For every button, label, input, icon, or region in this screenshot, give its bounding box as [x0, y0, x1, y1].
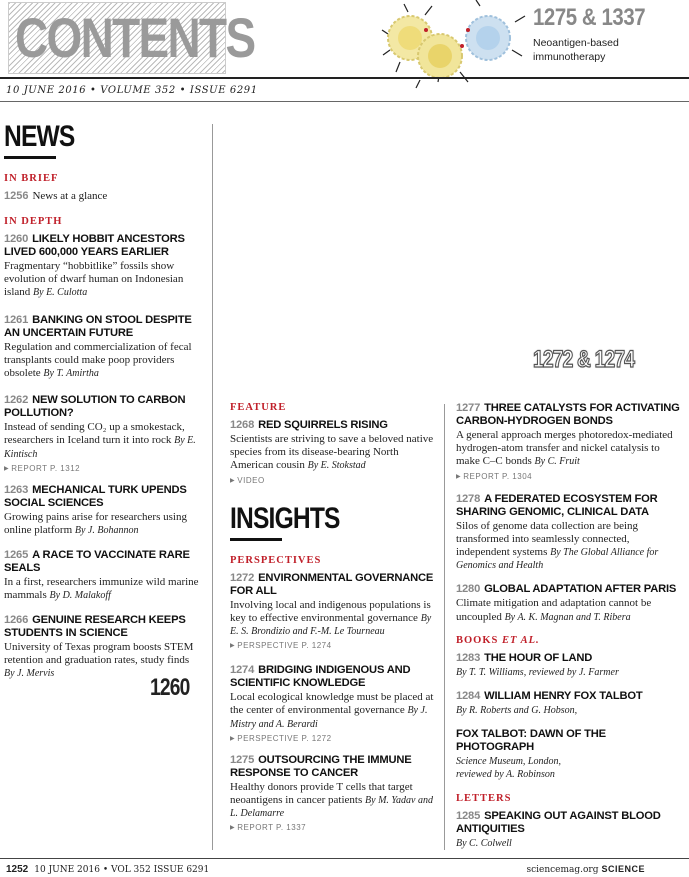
article-item[interactable]	[4, 549, 200, 602]
article-item[interactable]	[4, 614, 200, 681]
article-title: BRIDGING INDIGENOUS AND SCIENTIFIC KNOWLEDGE	[230, 664, 411, 690]
page-number: 1265	[4, 549, 29, 562]
page-number: 1263	[4, 483, 29, 496]
page-number: 1275	[230, 753, 255, 766]
folio-page-number: 1252	[6, 864, 29, 875]
article-title: GENUINE RESEARCH KEEPS STUDENTS IN SCIENCE	[4, 613, 186, 639]
book-byline: By R. Roberts and G. Hobson,	[456, 705, 578, 717]
article-item[interactable]	[230, 419, 435, 485]
book-title: THE HOUR OF LAND	[484, 651, 593, 664]
masthead-rule	[0, 77, 689, 79]
contents-title: CONTENTS	[15, 6, 255, 69]
video-link[interactable]: ▶ VIDEO	[230, 476, 435, 485]
article-byline: By E. Culotta	[33, 287, 88, 299]
book-item[interactable]	[456, 690, 681, 717]
page-number: 1285	[456, 809, 481, 822]
perspectives-label: PERSPECTIVES	[230, 554, 322, 566]
article-summary: Instead of sending CO₂ up a smokestack, researchers in Iceland turn it into rock	[4, 421, 185, 447]
article-summary: Climate mitigation and adaptation cannot be uncoupled	[456, 597, 652, 623]
article-summary: Fragmentary “hobbitlike” fossils show evolution of dwarf human on Indonesian island	[4, 260, 184, 299]
article-byline: By J. Mistry and A. Berardi	[230, 705, 428, 730]
article-byline: By E. S. Brondizio and F.-M. Le Tourneau	[230, 612, 432, 638]
page-number: 1260	[4, 233, 29, 245]
cross-reference-link[interactable]: ▶ PERSPECTIVE P. 1274	[230, 641, 435, 650]
photo-page-marker: 1260	[150, 674, 190, 701]
footer-left	[6, 864, 209, 875]
article-title: A RACE TO VACCINATE RARE SEALS	[4, 549, 190, 575]
insights-heading: INSIGHTS	[230, 501, 340, 535]
book-item[interactable]	[456, 728, 681, 781]
article-byline: By E. Stokstad	[307, 460, 366, 472]
column-divider	[212, 124, 213, 850]
cross-reference-link[interactable]: ▶ PERSPECTIVE P. 1272	[230, 734, 435, 743]
article-byline: By T. Amirtha	[43, 368, 99, 380]
cover-desc-line: immunotherapy	[533, 51, 606, 63]
article-summary: University of Texas program boosts STEM retention and graduation rates, study finds	[4, 640, 194, 666]
feature-label: FEATURE	[230, 402, 287, 413]
article-title: THREE CATALYSTS FOR ACTIVATING CARBON-HYDROGEN BONDS	[456, 402, 680, 427]
book-title: WILLIAM HENRY FOX TALBOT	[484, 690, 643, 703]
article-title: GLOBAL ADAPTATION AFTER PARIS	[484, 583, 677, 596]
article-title: A FEDERATED ECOSYSTEM FOR SHARING GENOMIC, CLINICAL DATA	[456, 492, 658, 518]
letters-label: LETTERS	[456, 792, 512, 804]
contents-title-block	[8, 2, 255, 74]
footer-site-link[interactable]: sciencemag.org	[526, 865, 599, 875]
issue-date-line: 10 JUNE 2016 • VOLUME 352 • ISSUE 6291	[6, 85, 258, 96]
column-divider	[444, 404, 445, 850]
book-byline: Science Museum, London, reviewed by A. Robinson	[456, 756, 561, 781]
article-item[interactable]	[230, 664, 435, 743]
article-summary: Healthy donors provide T cells that target neoantigens in cancer patients	[230, 780, 413, 807]
news-heading-rule	[4, 156, 56, 159]
article-summary: In a first, researchers immunize wild marine mammals	[4, 576, 199, 602]
article-title: ENVIRONMENTAL GOVERNANCE FOR ALL	[230, 571, 434, 597]
books-label	[456, 635, 681, 646]
article-item[interactable]	[4, 233, 200, 300]
books-label-text: BOOKS	[456, 634, 499, 646]
page-number: 1278	[456, 492, 481, 505]
article-summary: Silos of genome data collection are being transformed into seamlessly connected, independent systems	[456, 519, 639, 559]
in-brief-item[interactable]	[4, 190, 200, 202]
page-number: 1280	[456, 583, 481, 596]
insights-heading-rule	[230, 538, 282, 541]
page-number: 1277	[456, 402, 481, 414]
page-number: 1266	[4, 613, 29, 626]
cross-reference-link[interactable]: ▶ REPORT P. 1304	[456, 472, 681, 481]
article-byline: By C. Fruit	[534, 456, 580, 468]
footer-rule	[0, 858, 689, 859]
news-heading: NEWS	[4, 120, 75, 153]
footer-issue-info: 10 JUNE 2016 • VOL 352 ISSUE 6291	[34, 865, 210, 875]
article-summary: Regulation and commercialization of fecal transplants could make poop providers obsolete	[4, 340, 192, 380]
book-title: FOX TALBOT: DAWN OF THE PHOTOGRAPH	[456, 728, 606, 754]
masthead	[0, 0, 689, 82]
page-number: 1272	[230, 571, 255, 584]
footer-brand: SCIENCE	[601, 864, 645, 874]
article-title: OUTSOURCING THE IMMUNE RESPONSE TO CANCER	[230, 753, 412, 779]
article-byline: By J. Mervis	[4, 668, 55, 680]
letter-item[interactable]	[456, 810, 681, 850]
cross-reference-link[interactable]: ▶ REPORT P. 1337	[230, 823, 435, 832]
article-summary: A general approach merges photoredox-mediated hydrogen-atom transfer and nickel catalysis to make C–C bonds	[456, 429, 673, 468]
news-column	[4, 120, 200, 691]
page-number: 1261	[4, 313, 29, 326]
article-item[interactable]	[4, 394, 200, 473]
letter-byline: By C. Colwell	[456, 837, 512, 849]
page-number: 1262	[4, 394, 29, 407]
photo-page-marker: 1272 & 1274	[533, 346, 635, 373]
brief-text: News at a glance	[32, 190, 108, 202]
cover-pages: 1275 & 1337	[533, 4, 646, 31]
book-item[interactable]	[456, 652, 681, 679]
article-summary: Involving local and indigenous populations is key to effective environmental governance	[230, 598, 431, 624]
date-rule	[0, 101, 689, 102]
books-label-italic: ET AL.	[501, 634, 540, 646]
in-depth-label: IN DEPTH	[4, 216, 63, 227]
page-number: 1284	[456, 690, 481, 703]
article-item[interactable]	[230, 572, 435, 651]
article-item[interactable]	[456, 402, 681, 481]
cover-desc-line: Neoantigen-based	[533, 37, 619, 49]
article-byline: By A. K. Magnan and T. Ribera	[504, 611, 631, 623]
in-brief-label: IN BRIEF	[4, 173, 59, 184]
article-title: LIKELY HOBBIT ANCESTORS LIVED 600,000 YEARS EARLIER	[4, 233, 185, 258]
feature-insights-column	[230, 402, 435, 843]
page-number: 1283	[456, 651, 481, 664]
book-byline: By T. T. Williams, reviewed by J. Farmer	[456, 666, 619, 678]
article-item[interactable]	[4, 484, 200, 537]
article-item[interactable]	[230, 754, 435, 833]
page-number: 1274	[230, 664, 255, 677]
article-summary: Local ecological knowledge must be placed at the center of environmental governance	[230, 691, 434, 717]
page-number: 1268	[230, 419, 255, 431]
article-item[interactable]	[456, 583, 681, 623]
article-byline: By E. Kintisch	[4, 435, 196, 460]
cover-description	[533, 36, 683, 64]
page-number: 1256	[4, 190, 29, 202]
footer-right	[526, 864, 645, 875]
article-summary: Growing pains arise for researchers using online platform	[4, 510, 187, 537]
article-title: MECHANICAL TURK UPENDS SOCIAL SCIENCES	[4, 483, 187, 509]
article-title: NEW SOLUTION TO CARBON POLLUTION?	[4, 394, 186, 420]
article-summary: Scientists are striving to save a beloved native species from its disease-bearing North American cousin	[230, 433, 434, 472]
article-byline: By The Global Alliance for Genomics and Health	[456, 547, 659, 572]
article-byline: By D. Malakoff	[49, 590, 111, 602]
cross-reference-link[interactable]: ▶ REPORT P. 1312	[4, 464, 200, 473]
article-title: RED SQUIRRELS RISING	[258, 419, 388, 431]
article-item[interactable]	[456, 493, 681, 573]
insights-continued-column	[456, 402, 681, 861]
article-title: BANKING ON STOOL DESPITE AN UNCERTAIN FUTURE	[4, 313, 192, 339]
article-byline: By J. Bohannon	[74, 525, 139, 537]
article-byline: By M. Yadav and L. Delamarre	[230, 795, 433, 820]
letter-title: SPEAKING OUT AGAINST BLOOD ANTIQUITIES	[456, 809, 661, 835]
article-item[interactable]	[4, 314, 200, 381]
